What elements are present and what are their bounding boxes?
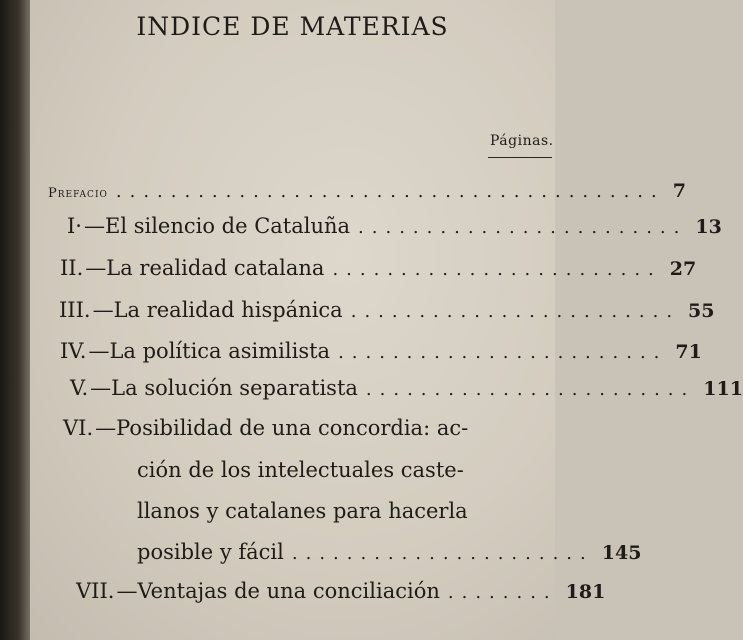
toc-page-number: 145 xyxy=(601,542,642,564)
toc-entry-continuation xyxy=(137,457,464,483)
toc-entry xyxy=(76,578,606,606)
toc-entry-text: ción de los intelectuales caste- xyxy=(137,458,464,482)
toc-entry-text: —La realidad hispánica xyxy=(92,298,343,322)
toc-entry-continuation xyxy=(137,539,642,567)
toc-numeral: IV. xyxy=(60,339,87,363)
toc-entry xyxy=(59,297,715,325)
toc-numeral: VI. xyxy=(63,416,94,440)
toc-entry-text: Prefacio xyxy=(48,186,108,201)
toc-entry-continuation xyxy=(137,498,468,524)
toc-entry-text: llanos y catalanes para hacerla xyxy=(137,499,468,523)
toc-numeral: III. xyxy=(59,298,91,322)
toc-numeral: V. xyxy=(70,376,89,400)
toc-numeral: II. xyxy=(60,256,84,280)
toc-page-number: 13 xyxy=(695,216,722,238)
leader-dots: ........................ xyxy=(358,217,688,238)
toc-entry-text: —Posibilidad de una concordia: ac- xyxy=(95,416,469,440)
toc-numeral: VII. xyxy=(76,579,115,603)
book-page xyxy=(30,0,743,640)
toc-entry-preface xyxy=(48,178,686,207)
toc-entry-text: —La política asimilista xyxy=(88,339,331,363)
toc-page-number: 7 xyxy=(672,180,686,202)
toc-entry-text: —La solución separatista xyxy=(90,376,358,400)
toc-entry-text: posible y fácil xyxy=(137,540,284,564)
toc-entry xyxy=(70,375,743,403)
page-title: INDICE DE MATERIAS xyxy=(136,12,449,41)
leader-dots: ........................ xyxy=(350,301,681,322)
book-spine xyxy=(0,0,34,640)
toc-entry xyxy=(60,255,697,283)
toc-page-number: 55 xyxy=(688,300,715,322)
pages-column-label: Páginas. xyxy=(490,133,554,149)
toc-entry xyxy=(67,213,722,241)
pages-underline xyxy=(488,157,552,158)
toc-page-number: 71 xyxy=(675,341,702,363)
leader-dots: ........ xyxy=(447,582,558,603)
toc-entry-text: —Ventajas de una conciliación xyxy=(116,579,440,603)
toc-page-number: 111 xyxy=(703,378,743,400)
leader-dots: ........................................ xyxy=(115,181,665,202)
toc-entry-text: —La realidad catalana xyxy=(85,256,325,280)
toc-entry xyxy=(63,415,468,441)
toc-page-number: 27 xyxy=(669,258,697,280)
leader-dots: ........................ xyxy=(338,342,668,363)
leader-dots: ........................ xyxy=(365,379,696,400)
toc-entry xyxy=(60,338,702,366)
toc-numeral: I· xyxy=(67,214,82,238)
toc-entry-text: —El silencio de Cataluña xyxy=(83,214,351,238)
leader-dots: ........................ xyxy=(332,259,662,280)
toc-page-number: 181 xyxy=(565,581,606,603)
leader-dots: ...................... xyxy=(291,543,594,564)
